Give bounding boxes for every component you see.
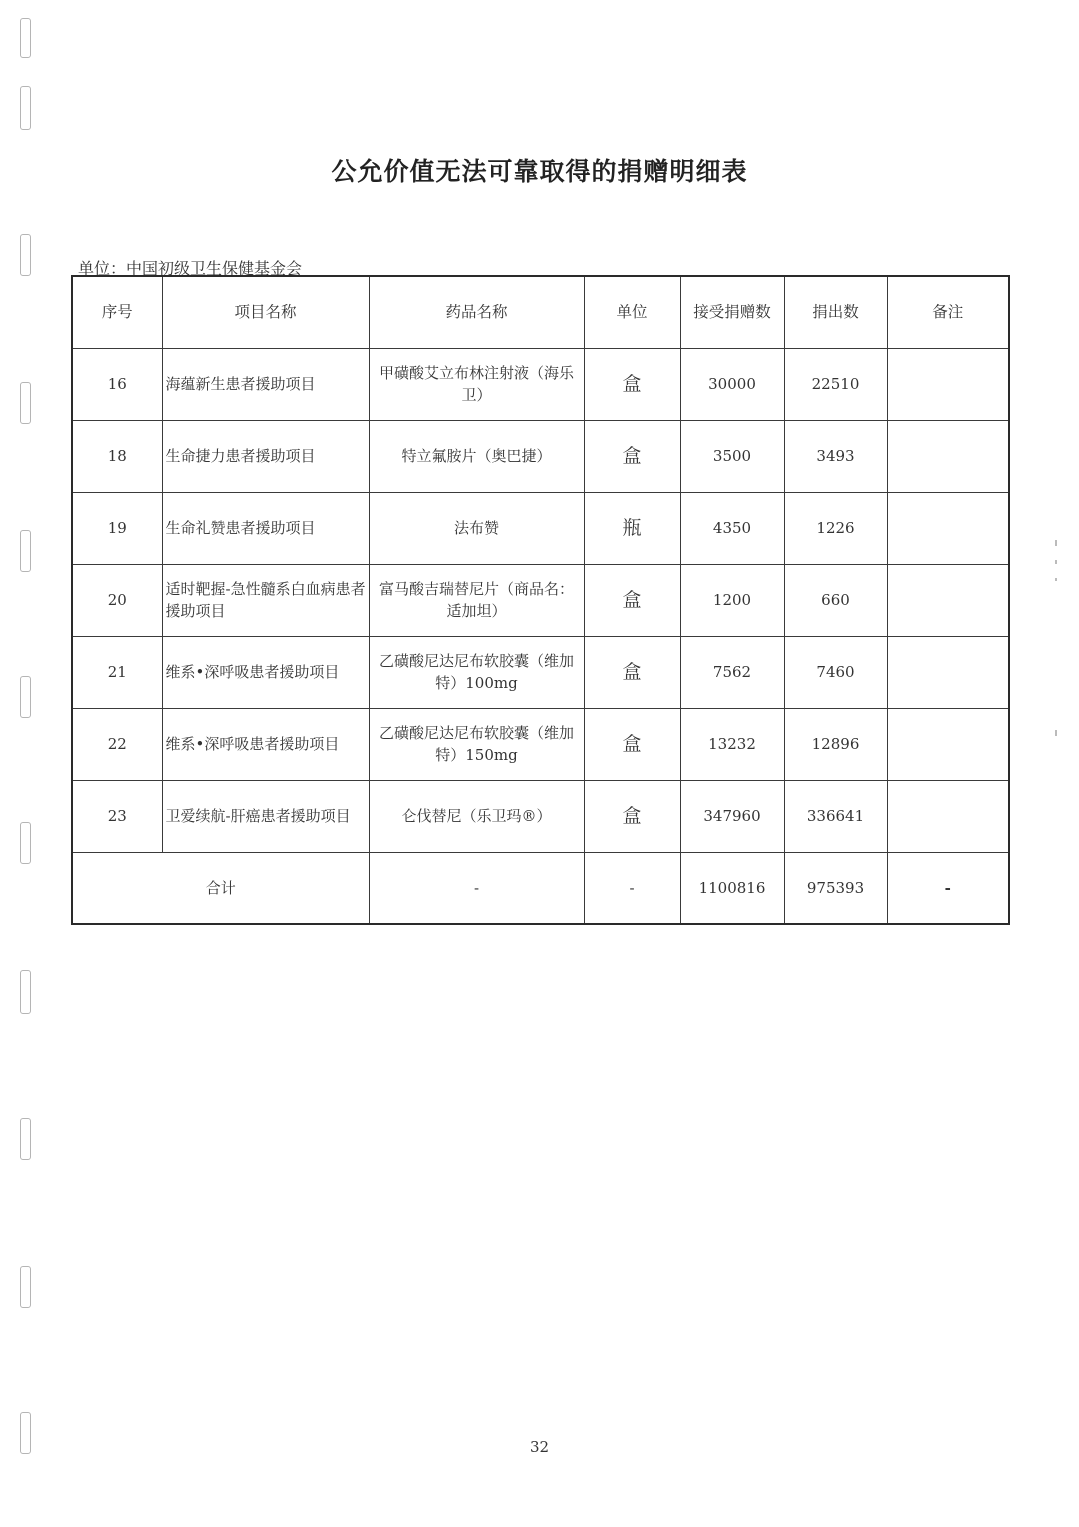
cell-received-qty: 4350 xyxy=(680,492,784,564)
cell-remark xyxy=(887,780,1009,852)
cell-serial-no: 20 xyxy=(72,564,162,636)
cell-serial-no: 16 xyxy=(72,348,162,420)
cell-project-name: 生命礼赞患者援助项目 xyxy=(162,492,369,564)
cell-serial-no: 22 xyxy=(72,708,162,780)
cell-serial-no: 21 xyxy=(72,636,162,708)
cell-project-name: 海蕴新生患者援助项目 xyxy=(162,348,369,420)
binder-mark xyxy=(20,970,31,1014)
cell-serial-no: 23 xyxy=(72,780,162,852)
cell-remark xyxy=(887,708,1009,780)
cell-donated-qty: 22510 xyxy=(784,348,887,420)
cell-project-name: 适时靶握-急性髓系白血病患者援助项目 xyxy=(162,564,369,636)
binder-mark xyxy=(20,822,31,864)
table-header-row xyxy=(72,276,1009,348)
table-row xyxy=(72,492,1009,564)
cell-unit: 盒 xyxy=(584,708,680,780)
organization-unit-label: 单位：中国初级卫生保健基金会 xyxy=(78,259,303,278)
cell-serial-no: 19 xyxy=(72,492,162,564)
cell-donated-qty: 3493 xyxy=(784,420,887,492)
cell-project-name: 生命捷力患者援助项目 xyxy=(162,420,369,492)
cell-remark xyxy=(887,420,1009,492)
table-row xyxy=(72,636,1009,708)
cell-total-remark: - xyxy=(887,852,1009,924)
cell-unit: 盒 xyxy=(584,780,680,852)
cell-drug-name: 甲磺酸艾立布林注射液（海乐卫） xyxy=(369,348,584,420)
cell-drug-name: 乙磺酸尼达尼布软胶囊（维加特）100mg xyxy=(369,636,584,708)
cell-remark xyxy=(887,492,1009,564)
scan-speck xyxy=(1055,560,1057,564)
table-total-row xyxy=(72,852,1009,924)
cell-project-name: 维系•深呼吸患者援助项目 xyxy=(162,636,369,708)
cell-unit: 盒 xyxy=(584,420,680,492)
cell-drug-name: 仑伐替尼（乐卫玛®） xyxy=(369,780,584,852)
cell-drug-name: 富马酸吉瑞替尼片（商品名：适加坦） xyxy=(369,564,584,636)
cell-project-name: 维系•深呼吸患者援助项目 xyxy=(162,708,369,780)
binder-mark xyxy=(20,1118,31,1160)
cell-received-qty: 3500 xyxy=(680,420,784,492)
table-row xyxy=(72,708,1009,780)
header-remark: 备注 xyxy=(887,276,1009,348)
cell-drug-name: 特立氟胺片（奥巴捷） xyxy=(369,420,584,492)
cell-drug-name: 法布赞 xyxy=(369,492,584,564)
table-row xyxy=(72,420,1009,492)
binder-mark xyxy=(20,234,31,276)
cell-unit: 盒 xyxy=(584,636,680,708)
cell-donated-qty: 660 xyxy=(784,564,887,636)
header-serial-no: 序号 xyxy=(72,276,162,348)
cell-remark xyxy=(887,348,1009,420)
cell-serial-no: 18 xyxy=(72,420,162,492)
scan-speck xyxy=(1055,540,1057,546)
cell-remark xyxy=(887,564,1009,636)
cell-donated-qty: 336641 xyxy=(784,780,887,852)
binder-mark xyxy=(20,530,31,572)
donation-detail-table xyxy=(71,275,1010,925)
cell-total-unit: - xyxy=(584,852,680,924)
table-row xyxy=(72,564,1009,636)
binder-mark xyxy=(20,1266,31,1308)
cell-project-name: 卫爱续航-肝癌患者援助项目 xyxy=(162,780,369,852)
cell-received-qty: 30000 xyxy=(680,348,784,420)
page-title: 公允价值无法可靠取得的捐赠明细表 xyxy=(331,157,748,186)
header-project-name: 项目名称 xyxy=(162,276,369,348)
scan-speck xyxy=(1055,730,1057,736)
cell-total-drug: - xyxy=(369,852,584,924)
cell-donated-qty: 1226 xyxy=(784,492,887,564)
cell-total-label: 合计 xyxy=(72,852,369,924)
cell-drug-name: 乙磺酸尼达尼布软胶囊（维加特）150mg xyxy=(369,708,584,780)
header-unit: 单位 xyxy=(584,276,680,348)
header-donated-qty: 捐出数 xyxy=(784,276,887,348)
cell-unit: 盒 xyxy=(584,564,680,636)
binder-mark xyxy=(20,86,31,130)
cell-remark xyxy=(887,636,1009,708)
scan-speck xyxy=(1055,578,1057,581)
header-drug-name: 药品名称 xyxy=(369,276,584,348)
cell-donated-qty: 12896 xyxy=(784,708,887,780)
cell-unit: 盒 xyxy=(584,348,680,420)
cell-received-qty: 1200 xyxy=(680,564,784,636)
table-row xyxy=(72,780,1009,852)
binder-mark xyxy=(20,382,31,424)
binder-mark xyxy=(20,676,31,718)
cell-received-qty: 347960 xyxy=(680,780,784,852)
binder-mark xyxy=(20,18,31,58)
page-number: 32 xyxy=(529,1438,550,1456)
cell-unit: 瓶 xyxy=(584,492,680,564)
table-row xyxy=(72,348,1009,420)
cell-received-qty: 7562 xyxy=(680,636,784,708)
cell-received-qty: 13232 xyxy=(680,708,784,780)
cell-total-received: 1100816 xyxy=(680,852,784,924)
cell-donated-qty: 7460 xyxy=(784,636,887,708)
header-received-qty: 接受捐赠数 xyxy=(680,276,784,348)
cell-total-donated: 975393 xyxy=(784,852,887,924)
